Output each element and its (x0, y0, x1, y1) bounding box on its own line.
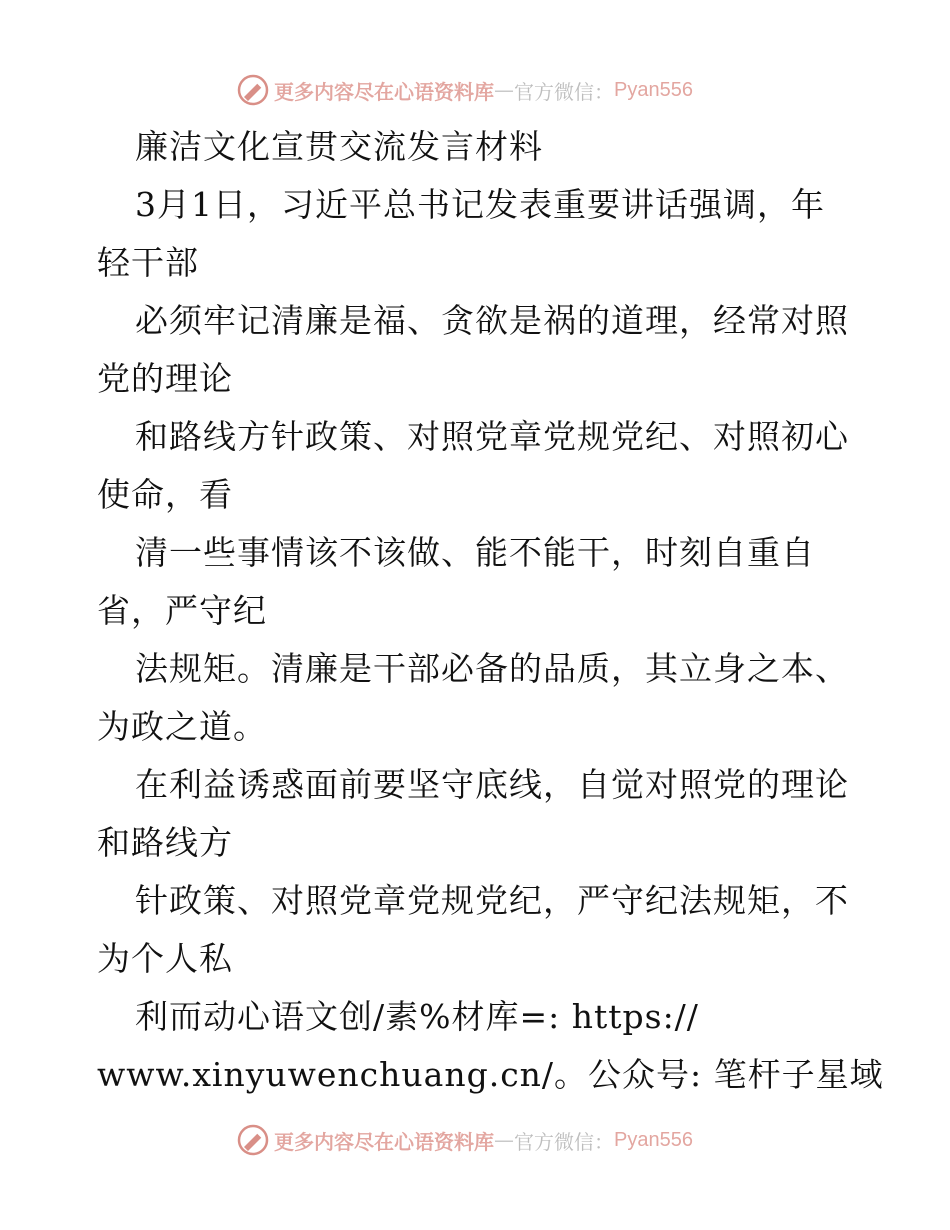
document-line: 轻干部 (97, 243, 199, 282)
document-title: 廉洁文化宣贯交流发言材料 (135, 127, 543, 166)
footer-watermark (236, 1122, 693, 1158)
pen-seal-logo-icon (236, 73, 270, 107)
document-line: 为政之道。 (97, 707, 267, 746)
document-line: 为个人私 (97, 939, 233, 978)
document-line: 在利益诱惑面前要坚守底线，自觉对照党的理论 (135, 765, 849, 804)
document-line: www.xinyuwenchuang.cn/。公众号: 笔杆子星域 (97, 1055, 884, 1094)
watermark-wechat-label: 官方微信： (514, 1129, 614, 1154)
document-line: 使命，看 (97, 475, 233, 514)
document-line: 清一些事情该不该做、能不能干，时刻自重自 (135, 533, 815, 572)
document-line: 省，严守纪 (97, 591, 267, 630)
watermark-wechat-id: Pyan556 (614, 78, 693, 101)
document-line: 3月1日，习近平总书记发表重要讲话强调，年 (135, 185, 825, 224)
document-line: 必须牢记清廉是福、贪欲是祸的道理，经常对照 (135, 301, 849, 340)
document-line: 法规矩。清廉是干部必备的品质，其立身之本、 (135, 649, 849, 688)
watermark-wechat-label: 官方微信： (514, 79, 614, 104)
watermark-separator: — (494, 78, 514, 102)
document-line: 针政策、对照党章党规党纪，严守纪法规矩，不 (135, 881, 849, 920)
document-line: 和路线方 (97, 823, 233, 862)
document-line: 和路线方针政策、对照党章党规党纪、对照初心 (135, 417, 849, 456)
header-watermark (236, 72, 693, 108)
document-body (97, 118, 884, 1104)
watermark-main-text: 更多内容尽在心语资料库 (274, 1129, 494, 1154)
watermark-separator: — (494, 1128, 514, 1152)
pen-seal-logo-icon (236, 1123, 270, 1157)
watermark-main-text: 更多内容尽在心语资料库 (274, 79, 494, 104)
watermark-wechat-id: Pyan556 (614, 1128, 693, 1151)
document-line: 利而动心语文创/素%材库=: https:// (135, 997, 699, 1036)
document-line: 党的理论 (97, 359, 233, 398)
